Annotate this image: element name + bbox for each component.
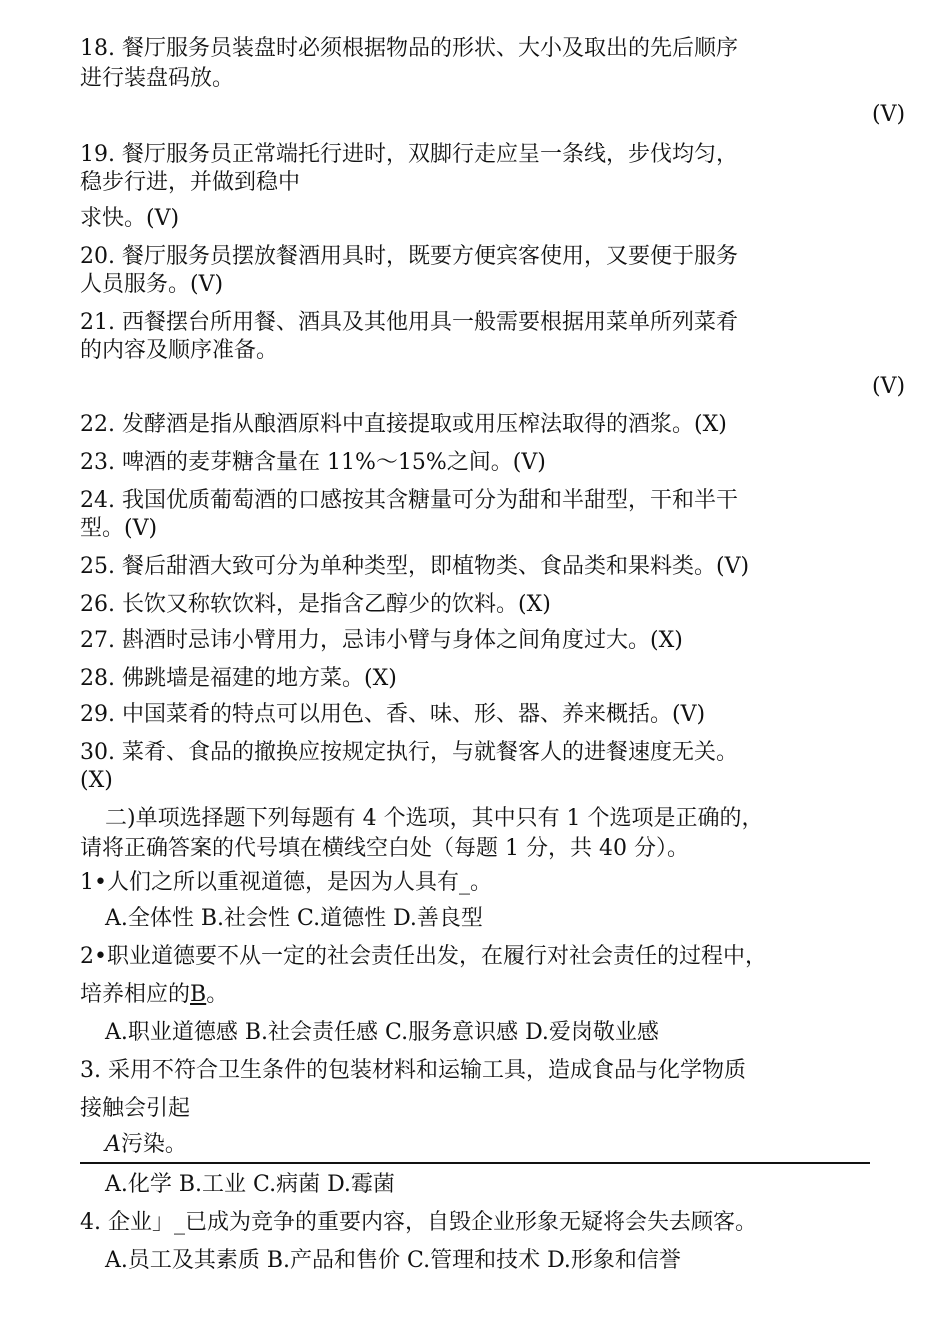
q23-line: 23. 啤酒的麦芽糖含量在 11%〜15%之间。(V)	[80, 450, 546, 475]
q20-line-1: 20. 餐厅服务员摆放餐酒用具时，既要方便宾客使用，又要便于服务	[80, 244, 738, 269]
q22-line: 22. 发酵酒是指从酿酒原料中直接提取或用压榨法取得的酒浆。(X)	[80, 412, 727, 437]
q18-answer: (V)	[872, 102, 906, 127]
mc4-options: A.员工及其素质 B.产品和售价 C.管理和技术 D.形象和信誉	[105, 1248, 681, 1273]
mc1-question: 1•人们之所以重视道德，是因为人具有_。	[80, 870, 492, 895]
mc2-options: A.职业道德感 B.社会责任感 C.服务意识感 D.爱岗敬业感	[105, 1020, 659, 1045]
section2-heading-line-2: 请将正确答案的代号填在横线空白处（每题 1 分，共 40 分）。	[80, 836, 689, 861]
mc2-answer: B	[190, 982, 207, 1007]
q20-line-2: 人员服务。(V)	[80, 272, 224, 297]
mc3-question-suffix: 污染。	[120, 1132, 187, 1157]
q25-line: 25. 餐后甜酒大致可分为单种类型，即植物类、食品类和果料类。(V)	[80, 554, 750, 579]
q30-line-1: 30. 菜肴、食品的撤换应按规定执行，与就餐客人的进餐速度无关。	[80, 740, 738, 765]
horizontal-rule	[80, 1162, 870, 1164]
q21-line-1: 21. 西餐摆台所用餐、酒具及其他用具一般需要根据用菜单所列菜肴	[80, 310, 738, 335]
q19-line-2: 稳步行进，并做到稳中	[80, 170, 301, 195]
q21-answer: (V)	[872, 374, 906, 399]
q18-line-2: 进行装盘码放。	[80, 66, 235, 91]
q24-line-2: 型。(V)	[80, 516, 158, 541]
mc3-answer: A	[105, 1132, 121, 1157]
q19-line-3: 求快。(V)	[80, 206, 180, 231]
q30-line-2: (X)	[80, 768, 113, 793]
q24-line-1: 24. 我国优质葡萄酒的口感按其含糖量可分为甜和半甜型，干和半干	[80, 488, 738, 513]
q27-line: 27. 斟酒时忌讳小臂用力，忌讳小臂与身体之间角度过大。(X)	[80, 628, 683, 653]
mc3-options: A.化学 B.工业 C.病菌 D.霉菌	[105, 1172, 395, 1197]
mc2-question-prefix: 培养相应的	[80, 982, 191, 1007]
q21-line-2: 的内容及顺序准备。	[80, 338, 279, 363]
q28-line: 28. 佛跳墙是福建的地方菜。(X)	[80, 666, 397, 691]
q19-line-1: 19. 餐厅服务员正常端托行进时，双脚行走应呈一条线，步伐均匀，	[80, 142, 738, 167]
mc3-question-line-1: 3. 采用不符合卫生条件的包装材料和运输工具，造成食品与化学物质	[80, 1058, 746, 1083]
mc3-question-line-2: 接触会引起	[80, 1096, 191, 1121]
mc2-question-line-2	[80, 980, 228, 1010]
mc1-options: A.全体性 B.社会性 C.道德性 D.善良型	[105, 906, 483, 931]
q29-line: 29. 中国菜肴的特点可以用色、香、味、形、器、养来概括。(V)	[80, 702, 706, 727]
section2-heading-line-1: 二)单项选择题下列每题有 4 个选项，其中只有 1 个选项是正确的，	[105, 806, 764, 831]
q26-line: 26. 长饮又称软饮料，是指含乙醇少的饮料。(X)	[80, 592, 551, 617]
q18-line-1: 18. 餐厅服务员装盘时必须根据物品的形状、大小及取出的先后顺序	[80, 36, 738, 61]
mc2-question-line-1: 2•职业道德要不从一定的社会责任出发，在履行对社会责任的过程中，	[80, 944, 767, 969]
mc4-question: 4. 企业」_已成为竞争的重要内容，自毁企业形象无疑将会失去顾客。	[80, 1210, 757, 1235]
mc3-question-line-3	[105, 1130, 187, 1160]
mc2-question-suffix: 。	[206, 982, 229, 1007]
